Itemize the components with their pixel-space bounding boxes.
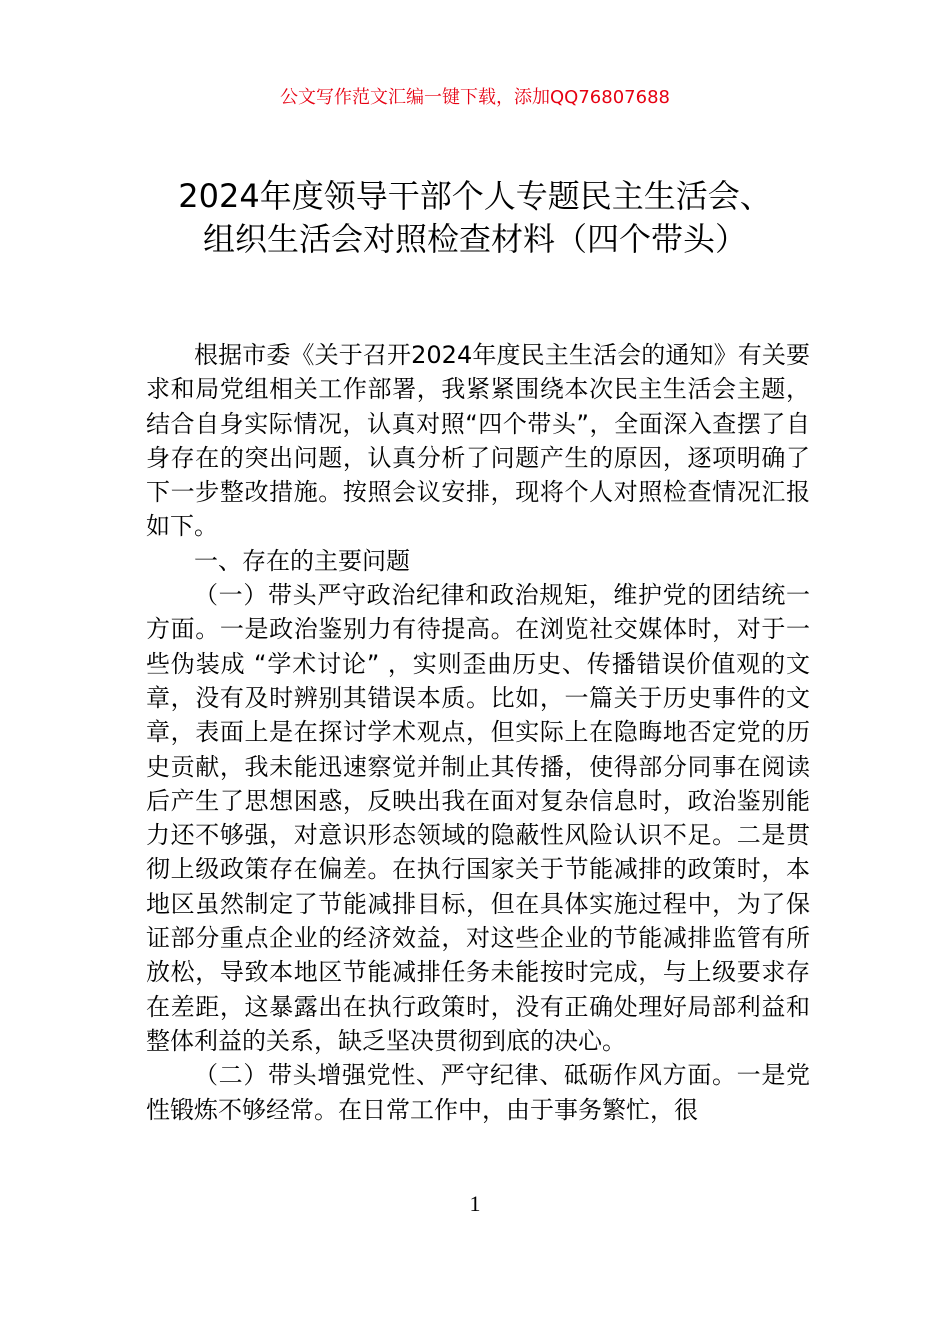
header-download-note: 公文写作范文汇编一键下载，添加QQ76807688: [280, 87, 670, 108]
document-body: [146, 338, 810, 1127]
paragraph-party-spirit: （二）带头增强党性、严守纪律、砥砺作风方面。一是党性锻炼不够经常。在日常工作中，由于事务繁忙，很: [146, 1061, 810, 1124]
paragraph-political-discipline: （一）带头严守政治纪律和政治规矩，维护党的团结统一方面。一是政治鉴别力有待提高。在浏览社交媒体时，对于一些伪装成 “学术讨论” ，实则歪曲历史、传播错误价值观的文章，没有及时辨别其错误本质。比如，一篇关于历史事件的文章，表面上是在探讨学术观点，但实际上在隐晦地否定党的历史贡献，我未能迅速察觉并制止其传播，使得部分同事在阅读后产生了思想困惑，反映出我在面对复杂信息时，政治鉴别能力还不够强，对意识形态领域的隐蔽性风险认识不足。二是贯彻上级政策存在偏差。在执行国家关于节能减排的政策时，本地区虽然制定了节能减排目标，但在具体实施过程中，为了保证部分重点企业的经济效益，对这些企业的节能减排监管有所放松，导致本地区节能减排任务未能按时完成，与上级要求存在差距，这暴露出在执行政策时，没有正确处理好局部利益和整体利益的关系，缺乏坚决贯彻到底的决心。: [146, 581, 810, 1055]
paragraph-intro: 根据市委《关于召开2024年度民主生活会的通知》有关要求和局党组相关工作部署，我紧紧围绕本次民主生活会主题，结合自身实际情况，认真对照“四个带头”，全面深入查摆了自身存在的突出问题，认真分析了问题产生的原因，逐项明确了下一步整改措施。按照会议安排，现将个人对照检查情况汇报如下。: [146, 341, 810, 541]
document-title-line-1: 2024年度领导干部个人专题民主生活会、: [178, 177, 772, 215]
page-number: 1: [469, 1191, 481, 1216]
section-heading-main-problems: 一、存在的主要问题: [194, 546, 410, 575]
document-title-line-2: 组织生活会对照检查材料（四个带头）: [202, 220, 747, 258]
